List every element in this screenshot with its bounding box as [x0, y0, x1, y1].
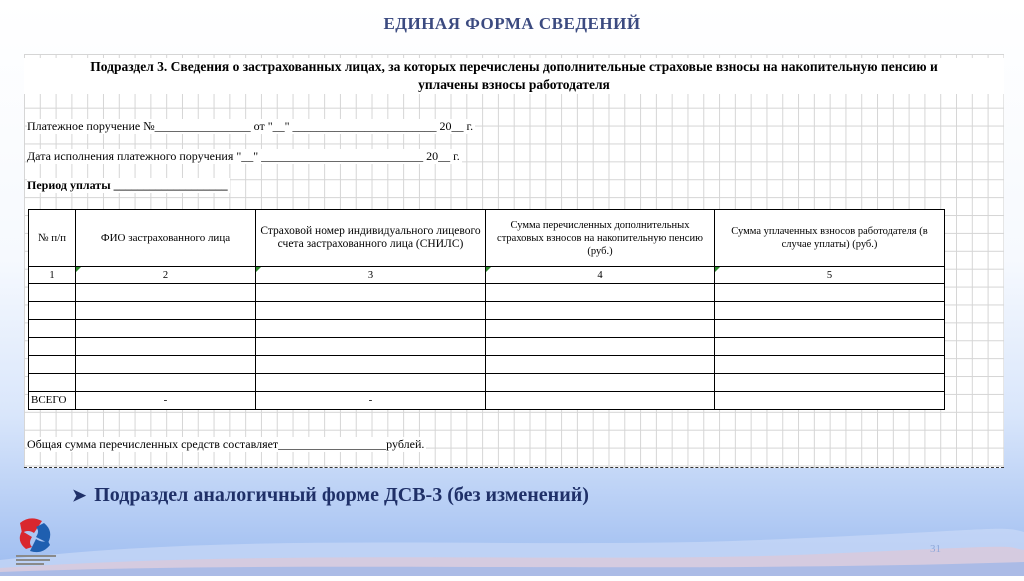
table-row: [29, 374, 945, 392]
column-number: 5: [715, 267, 945, 284]
cell-marker-icon: [715, 267, 720, 272]
column-number: 2: [76, 267, 256, 284]
table-total-row: [29, 392, 945, 410]
insured-persons-table: [28, 209, 945, 410]
table-row: [29, 284, 945, 302]
header-cell: Страховой номер индивидуального лицевого счета застрахованного лица (СНИЛС): [256, 210, 486, 267]
column-number-row: [29, 267, 945, 284]
cell-marker-icon: [486, 267, 491, 272]
column-number: 1: [29, 267, 76, 284]
column-number: 4: [486, 267, 715, 284]
total-label: ВСЕГО: [29, 392, 76, 410]
total-cell: -: [256, 392, 486, 410]
subsection-title-line-2: уплачены взносы работодателя: [418, 77, 610, 92]
bullet-text: Подраздел аналогичный форме ДСВ-3 (без изменений): [94, 484, 589, 506]
slide-title: ЕДИНАЯ ФОРМА СВЕДЕНИЙ: [383, 14, 641, 33]
header-cell: № п/п: [29, 210, 76, 267]
table-row: [29, 302, 945, 320]
table-row: [29, 338, 945, 356]
payment-order-line: Платежное поручение №________________ от "__" ________________________ 20__ г.: [27, 119, 474, 133]
table-row: [29, 320, 945, 338]
cell-marker-icon: [76, 267, 81, 272]
header-cell: Сумма перечисленных дополнительных страховых взносов на накопительную пенсию (руб.): [486, 210, 715, 267]
page-number: 31: [930, 543, 941, 555]
bullet-point: [72, 484, 589, 507]
form-sheet: [24, 54, 1004, 468]
table-header-row: [29, 210, 945, 267]
social-fund-logo: [14, 515, 58, 567]
execution-date-line: Дата исполнения платежного поручения "__" ___________________________ 20__ г.: [27, 149, 460, 163]
header-cell: Сумма уплаченных взносов работодателя (в случае уплаты) (руб.): [715, 210, 945, 267]
table-row: [29, 356, 945, 374]
decorative-wave: [0, 520, 1024, 576]
total-cell: [715, 392, 945, 410]
column-number: 3: [256, 267, 486, 284]
total-sum-line: Общая сумма перечисленных средств составляет__________________рублей.: [27, 437, 425, 451]
cell-marker-icon: [256, 267, 261, 272]
arrow-bullet-icon: ➤: [72, 486, 87, 505]
header-cell: ФИО застрахованного лица: [76, 210, 256, 267]
subsection-title-line-1: Подраздел 3. Сведения о застрахованных лицах, за которых перечислены дополнительные страховые взносы на накопительную пенсию и: [90, 59, 938, 74]
payment-period-line: Период уплаты ___________________: [27, 178, 228, 192]
subsection-title: [24, 58, 1004, 94]
total-cell: [486, 392, 715, 410]
total-cell: -: [76, 392, 256, 410]
sheet-bottom-divider: [24, 467, 1004, 468]
